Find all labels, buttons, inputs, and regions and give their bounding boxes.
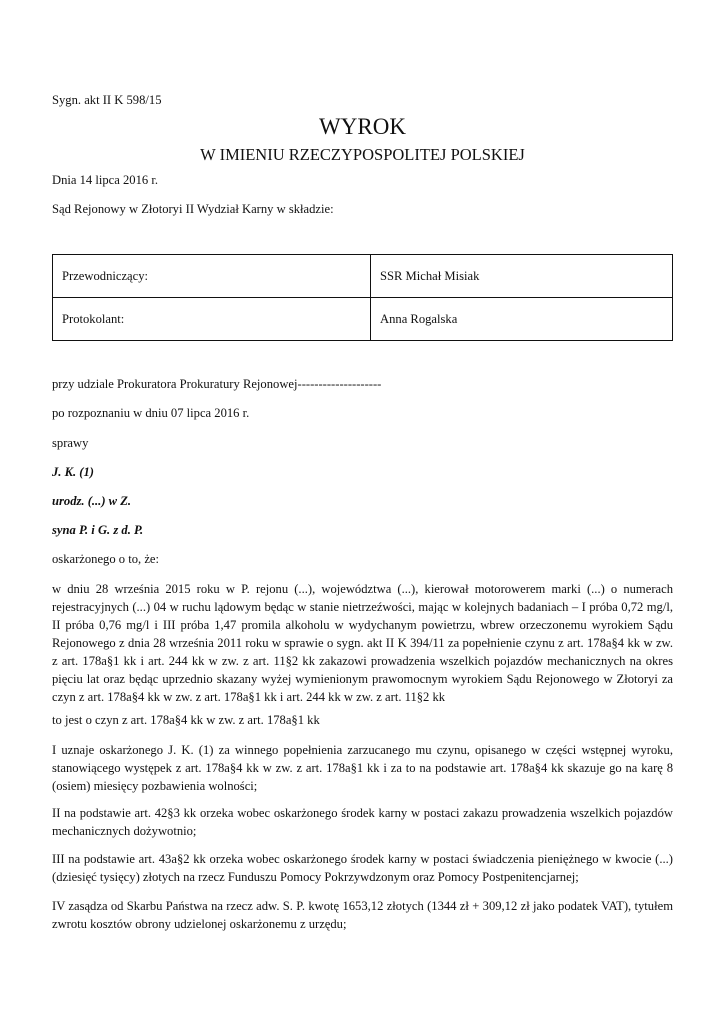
prosecutor-line: przy udziale Prokuratora Prokuratury Rejonowej--------------------	[52, 377, 382, 391]
court-composition: Sąd Rejonowy w Złotoryi II Wydział Karny w składzie:	[52, 202, 334, 216]
case-signature: Sygn. akt II K 598/15	[52, 93, 162, 107]
document-subtitle: W IMIENIU RZECZYPOSPOLITEJ POLSKIEJ	[200, 145, 525, 164]
defendant-birth: urodz. (...) w Z.	[52, 494, 132, 508]
table-row	[53, 298, 673, 341]
ruling-point-iv: IV zasądza od Skarbu Państwa na rzecz adw. S. P. kwotę 1653,12 złotych (1344 zł + 309,12 zł jako podatek VAT), tytułem zwrotu kosztów obrony udzielonej oskarżonemu z urzędu;	[52, 899, 673, 931]
legal-qualification: to jest o czyn z art. 178a§4 kk w zw. z art. 178a§1 kk	[52, 713, 320, 727]
consideration-date: po rozpoznaniu w dniu 07 lipca 2016 r.	[52, 406, 250, 420]
document-title: WYROK	[319, 114, 406, 139]
ruling-point-ii: II na podstawie art. 42§3 kk orzeka wobec oskarżonego środek karny w postaci zakazu prowadzenia wszelkich pojazdów mechanicznych dożywotnio;	[52, 806, 673, 838]
charge-intro: oskarżonego o to, że:	[52, 552, 160, 566]
judgment-date: Dnia 14 lipca 2016 r.	[52, 173, 158, 187]
court-panel-table	[52, 254, 673, 341]
panel-name-cell: SSR Michał Misiak	[371, 255, 673, 298]
table-row	[53, 255, 673, 298]
defendant-name: J. K. (1)	[52, 465, 94, 479]
ruling-point-i: I uznaje oskarżonego J. K. (1) za winnego popełnienia zarzucanego mu czynu, opisanego w części wstępnej wyroku, stanowiącego występek z art. 178a§4 kk w zw. z art. 178a§1 kk i za to na podstawie art. 178a§4 kk skazuje go na karę 8 (osiem) miesięcy pozbawienia wolności;	[52, 743, 673, 793]
panel-role-cell: Protokolant:	[53, 298, 371, 341]
charge-description: w dniu 28 września 2015 roku w P. rejonu (...), województwa (...), kierował motorowerem marki (...) o numerach rejestracyjnych (...) 04 w ruchu lądowym będąc w stanie nietrzeźwości, mając w kolejnych badaniach – I próba 0,72 mg/l, II próba 0,76 mg/l i III próba 1,47 promila alkoholu w wydychanym powietrzu, wbrew orzeczonemu wyrokiem Sądu Rejonowego z dnia 28 września 2011 roku w sprawie o sygn. akt II K 394/11 za popełnienie czynu z art. 178a§4 kk w zw. z art. 178a§1 kk i art. 244 kk w zw. z art. 11§2 kk zakazowi prowadzenia wszelkich pojazdów mechanicznych na okres pięciu lat oraz będąc uprzednio skazany wyżej wymienionym prawomocnym wyrokiem Sądu Rejonowego w Złotoryi za czyn z art. 178a§4 kk w zw. z art. 178a§1 kk i art. 244 kk w zw. z art. 11§2 kk	[52, 582, 673, 704]
panel-role-cell: Przewodniczący:	[53, 255, 371, 298]
defendant-parents: syna P. i G. z d. P.	[52, 523, 144, 537]
panel-name-cell: Anna Rogalska	[371, 298, 673, 341]
case-label: sprawy	[52, 436, 89, 450]
ruling-point-iii: III na podstawie art. 43a§2 kk orzeka wobec oskarżonego środek karny w postaci świadczenia pieniężnego w kwocie (...) (dziesięć tysięcy) złotych na rzecz Funduszu Pomocy Pokrzywdzonym oraz Pomocy Postpenitencjarnej;	[52, 852, 673, 884]
